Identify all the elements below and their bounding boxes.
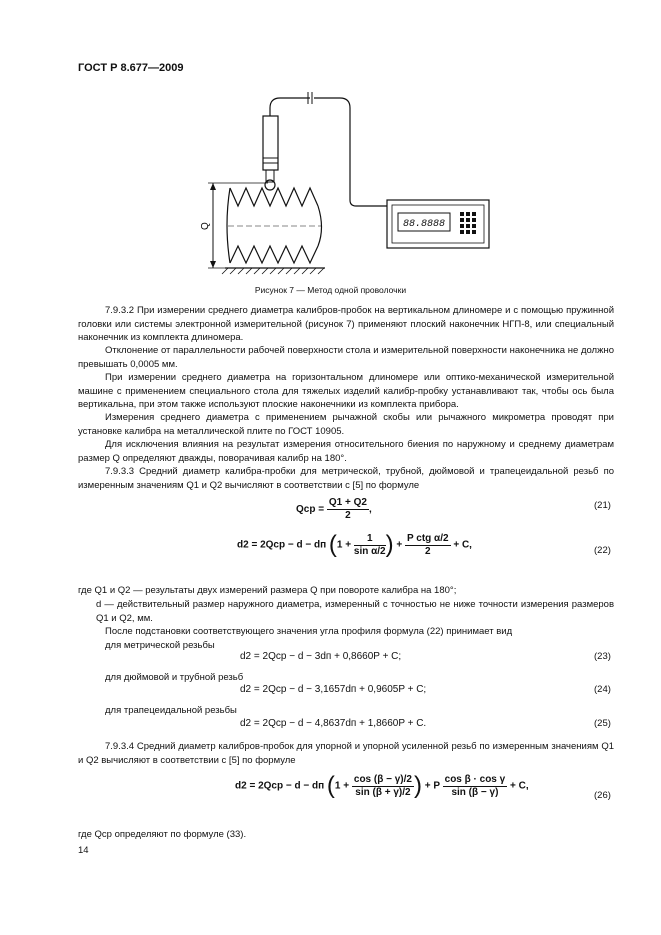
document-header: ГОСТ Р 8.677—2009: [78, 62, 184, 74]
formula-25: d2 = 2Qср − d − 4,8637dп + 1,8660P + C.: [240, 718, 427, 729]
formula-21-numerator: Q1 + Q2: [328, 497, 367, 508]
equation-number-25: (25): [594, 718, 611, 729]
label-inch: для дюймовой и трубной резьб: [105, 672, 244, 683]
paragraph-qcp-reference: где Qср определяют по формуле (33).: [78, 829, 247, 840]
label-trapezoidal: для трапецеидальной резьбы: [105, 705, 237, 716]
formula-22: d2 = 2Qср − d − dп (1 + $\frac{1}{\text{sin α/2}}$ ) + $\frac{\text{P ctg α/2}}{2}$ + C,: [237, 531, 472, 558]
equation-number-24: (24): [594, 684, 611, 695]
paragraph-substitution: После подстановки соответствующего значения угла профиля формула (22) принимает вид: [105, 626, 513, 637]
paragraph-7-9-3-2: 7.9.3.2 При измерении среднего диаметра калибров-пробок на вертикальном длиномере и с помощью пружинной головки или системы электронной измерительной (рисунок 7) применяют плоский наконечник НГП-8, или специальный наконечник из комплекта длиномера.: [78, 305, 614, 343]
formula-24: d2 = 2Qср − d − 3,1657dп + 0,9605P + C;: [240, 684, 427, 695]
display-readout: 88.8888: [403, 219, 446, 230]
paragraph-7-9-3-3: 7.9.3.3 Средний диаметр калибра-пробки для метрической, трубной, дюймовой и трапецеидальной резьб по измеренным значениям Q1 и Q2 вычисляют в соответствии с [5] по формуле: [78, 466, 614, 491]
formula-26: d2 = 2Qср − d − dп (1 + $\frac{\cos (\beta - \gamma)/2}{\sin (\beta + \gamma)/2}$ ) + P $\frac{\text{cos β · cos γ}}{\sin (\beta - \gamma)}$ + C,: [235, 772, 529, 799]
formula-21: Qср = $\frac{Q1 + Q2}{2}$ ,: [296, 497, 372, 521]
paragraph-7-9-3-4: 7.9.3.4 Средний диаметр калибров-пробок для упорной и упорной усиленной резьб по измеренным значениям Q1 и Q2 вычисляют в соответствии с [5] по формуле: [78, 741, 614, 766]
paragraph-lever: Измерения среднего диаметра с применением рычажной скобы или рычажного микрометра проводят при установке калибра на металлической плите по ГОСТ 10905.: [78, 412, 614, 437]
formula-26-lhs: d2 = 2Qср − d − dп: [235, 780, 325, 792]
paragraph-deviation: Отклонение от параллельности рабочей поверхности стола и измерительной поверхности наконечника не должно превышать 0,0005 мм.: [78, 345, 614, 370]
formula-21-lhs: Qср =: [296, 504, 325, 516]
paragraph-runout: Для исключения влияния на результат измерения относительного биения по наружному и среднему диаметрам размер Q определяют дважды, поворачивая калибр на 180°.: [78, 439, 614, 464]
where-d: d — действительный размер наружного диаметра, измеренный с точностью не ниже точности измерения размеров Q1 и Q2, мм.: [96, 599, 614, 624]
equation-number-26: (26): [594, 790, 611, 801]
figure-caption: Рисунок 7 — Метод одной проволочки: [254, 285, 407, 295]
formula-22-lhs: d2 = 2Qср − d − dп: [237, 539, 327, 551]
figure-7: [180, 88, 500, 283]
formula-21-denominator: 2: [345, 510, 351, 521]
q-label: Q: [200, 222, 211, 230]
formula-23: d2 = 2Qср − d − 3dп + 0,8660P + C;: [240, 651, 402, 662]
page-number: 14: [78, 845, 89, 856]
where-q1-q2: где Q1 и Q2 — результаты двух измерений размера Q при повороте калибра на 180°;: [78, 585, 457, 596]
label-metric: для метрической резьбы: [105, 640, 215, 651]
equation-number-23: (23): [594, 651, 611, 662]
equation-number-21: (21): [594, 500, 611, 511]
paragraph-horizontal: При измерении среднего диаметра на горизонтальном длиномере или оптико-механической измерительной машине с применением специального стола для тяжелых изделий калибр-пробку устанавливают так, чтобы ось была вертикальна, при этом также используют плоские наконечники из комплекта прибора.: [78, 372, 614, 410]
equation-number-22: (22): [594, 545, 611, 556]
